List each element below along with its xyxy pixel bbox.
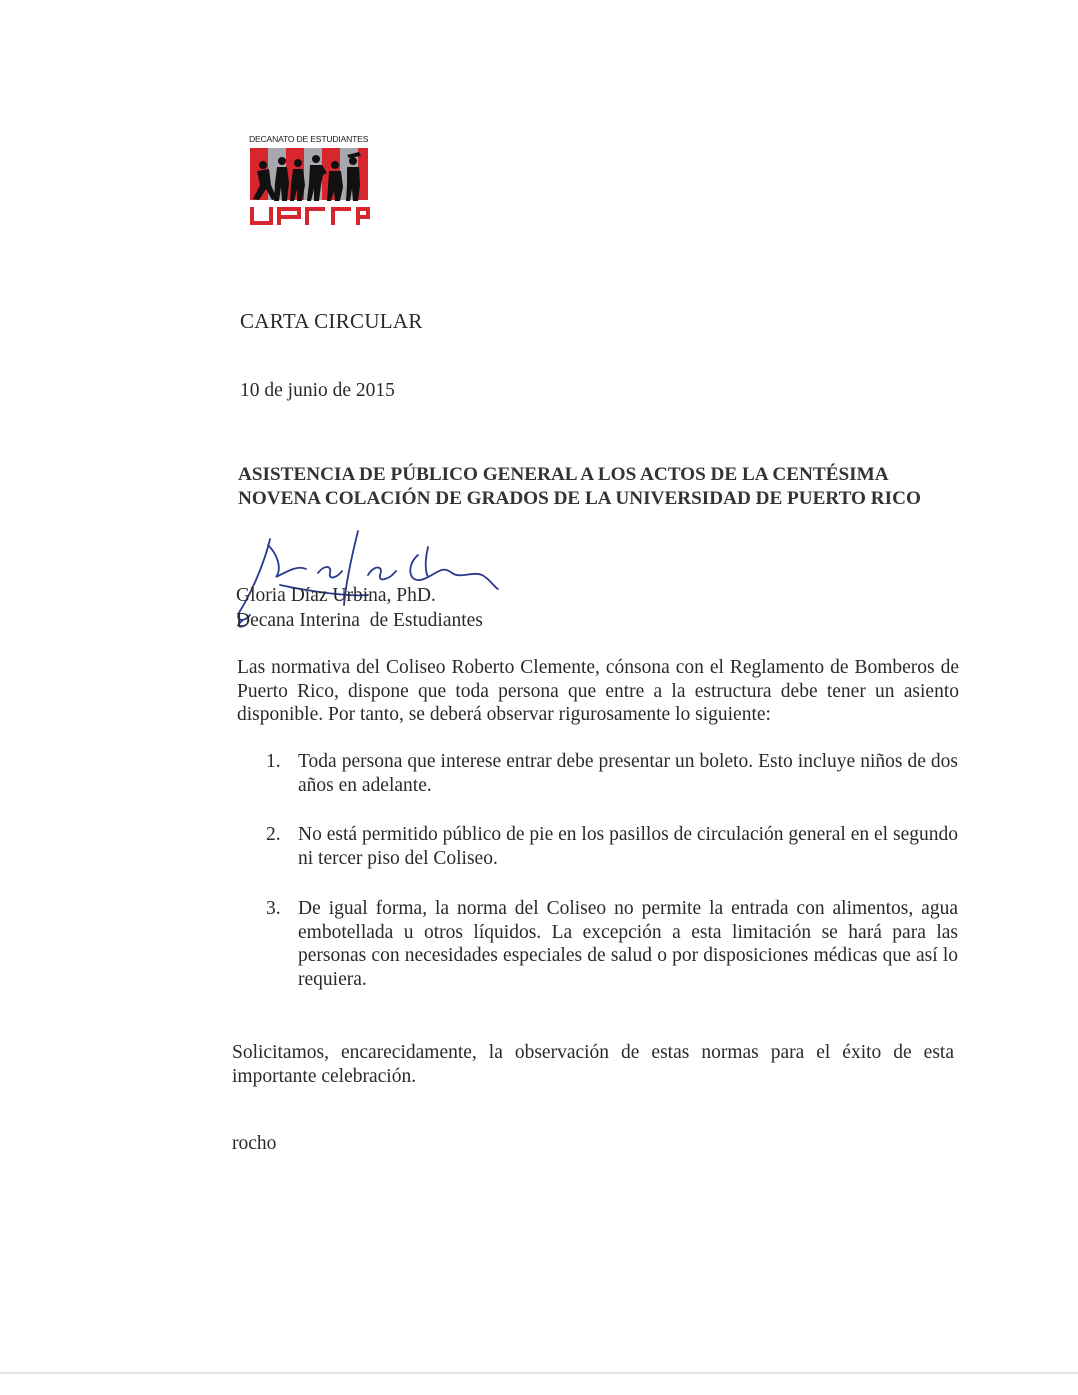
list-item-text: No está permitido público de pie en los pasillos de circulación general en el segundo ni tercer piso del Coliseo. [298,824,958,869]
signer-position: Decana Interina de Estudiantes [236,610,483,631]
logo-caption: DECANATO DE ESTUDIANTES [249,134,369,144]
intro-paragraph: Las normativa del Coliseo Roberto Clemente, cónsona con el Reglamento de Bomberos de Puerto Rico, dispone que toda persona que entre a la estructura debe tener un asiento disponible. Por tanto, se deberá observar rigurosamente lo siguiente: [237,657,959,725]
list-item-text: De igual forma, la norma del Coliseo no permite la entrada con alimentos, agua embotellada u otros líquidos. La excepción a esta limitación se hará para las personas con necesidades especiales de salud o por disposiciones médicas que así lo requiera. [298,898,958,990]
document-date: 10 de junio de 2015 [240,380,395,401]
closing-paragraph: Solicitamos, encarecidamente, la observación de estas normas para el éxito de esta importante celebración. [232,1042,954,1087]
letterhead-logo [247,133,371,229]
signer-name: Gloria Díaz Urbina, PhD. [236,585,436,606]
signer-block [236,583,483,633]
document-title: CARTA CIRCULAR [240,309,423,333]
list-item-number: 2. [266,824,281,845]
list-item-text: Toda persona que interese entrar debe presentar un boleto. Esto incluye niños de dos años en adelante. [298,751,958,796]
list-item-number: 1. [266,751,281,772]
typist-initials: rocho [232,1133,277,1154]
list-item-number: 3. [266,898,281,919]
document-subject: ASISTENCIA DE PÚBLICO GENERAL A LOS ACTOS DE LA CENTÉSIMA NOVENA COLACIÓN DE GRADOS DE LA UNIVERSIDAD DE PUERTO RICO [238,464,921,509]
page-bottom-edge [0,1372,1078,1374]
uprrp-logo-icon [247,145,371,229]
